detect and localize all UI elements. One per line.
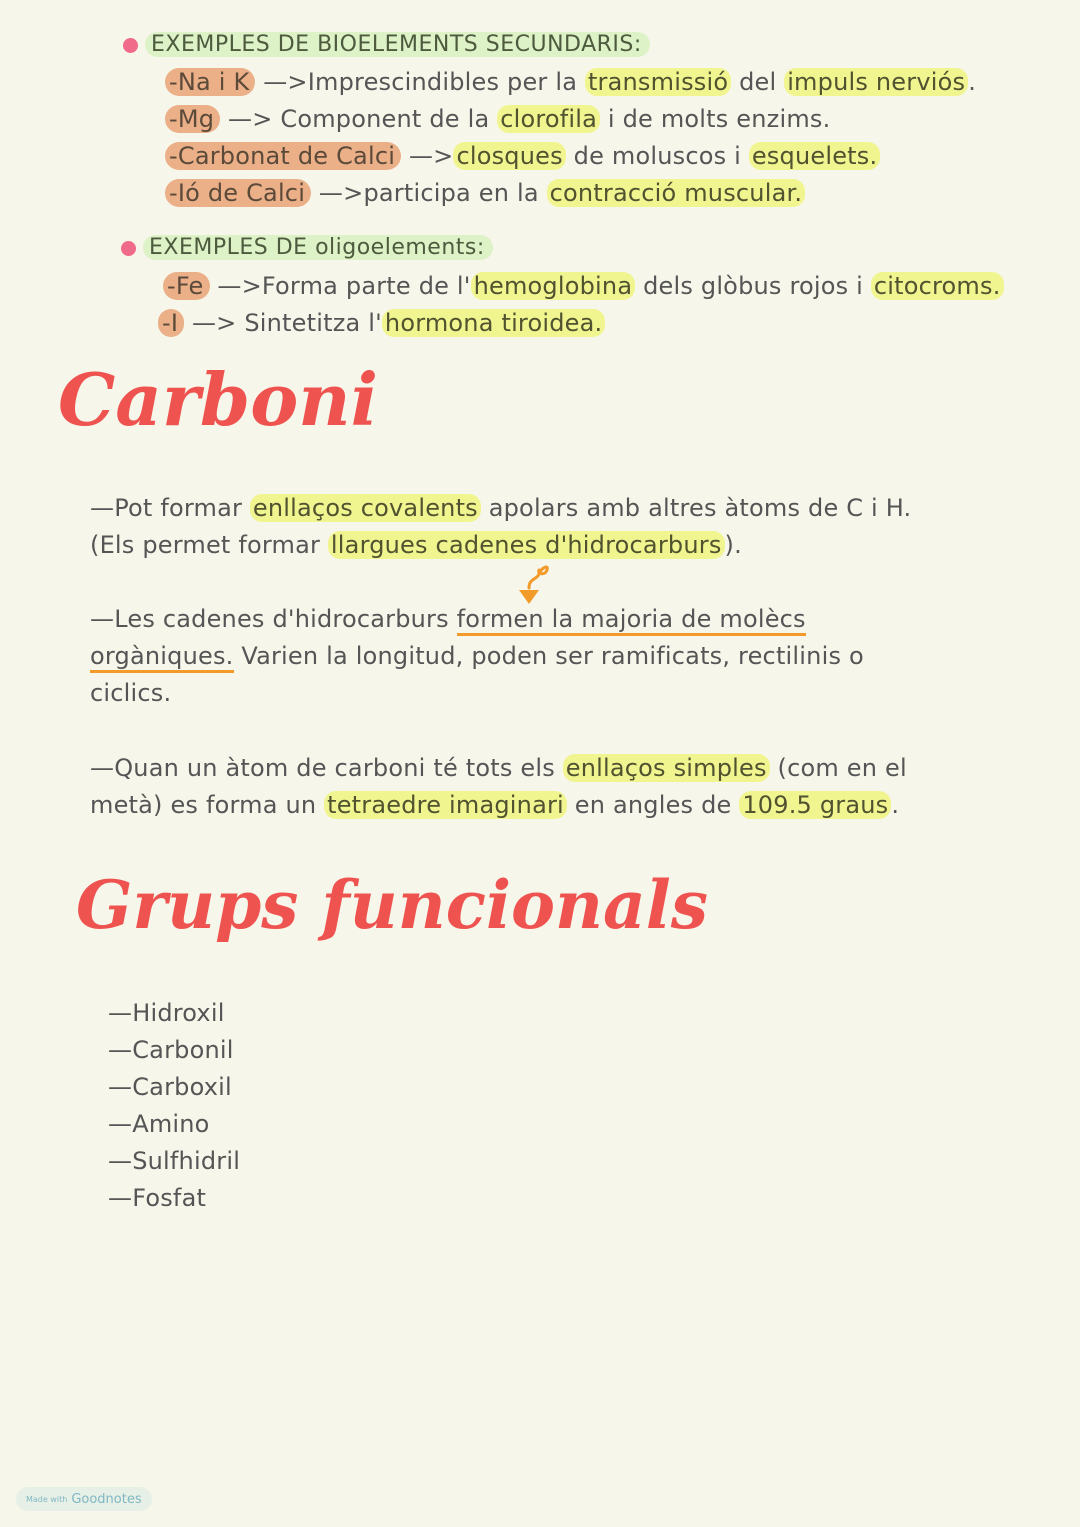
grups-item-amino: —Amino [108,1110,210,1138]
grups-item-carboxil: —Carboxil [108,1073,232,1101]
text: dels glòbus rojos i [635,272,871,300]
text: (Els permet formar [90,531,328,559]
secundaris-heading-text: EXEMPLES DE BIOELEMENTS SECUNDARIS: [145,32,650,57]
text: apolars amb altres àtoms de C i H. [480,494,912,522]
highlight: enllaços covalents [250,494,481,522]
highlight: impuls nerviós [784,68,968,96]
carboni-paragraph-2 [90,603,806,635]
oligoelements-heading [143,233,493,263]
text: en angles de [566,791,740,819]
text: de moluscos i [565,142,749,170]
text: ). [724,531,742,559]
arrow-text: —> [191,309,237,337]
curly-arrow-icon [515,558,555,608]
highlight: tetraedre imaginari [324,791,567,819]
highlight: clorofila [497,105,600,133]
oligoelements-item [163,270,1004,302]
carboni-paragraph-3b [90,789,899,821]
grups-item-fosfat: —Fosfat [108,1184,207,1212]
carboni-paragraph-2b [90,640,864,672]
underlined-text: orgàniques. [90,642,234,673]
arrow-text: —> [217,272,262,300]
element-tag: -Fe [163,272,210,300]
text: i de molts enzims. [600,105,831,133]
grups-title: Grups funcionals [76,866,709,944]
highlight: esquelets. [749,142,880,170]
text: Varien la longitud, poden ser ramificats, rectilinis o [233,642,864,670]
highlight: contracció muscular. [547,179,806,207]
badge-small-text: Made with [26,1494,68,1504]
text: . [968,68,977,96]
grups-item-hidroxil: —Hidroxil [108,999,225,1027]
underlined-text: formen la majoria de molècs [457,605,806,636]
arrow-text: —> [263,68,308,96]
oligoelements-item [158,307,605,339]
text: Forma parte de l' [261,272,471,300]
element-tag: -Ió de Calci [165,179,311,207]
text: —Quan un àtom de carboni té tots els [90,754,563,782]
carboni-paragraph-1 [90,492,911,524]
text: Sintetitza l' [236,309,382,337]
highlight: hormona tiroidea. [382,309,605,337]
carboni-paragraph-1b [90,529,742,561]
text: . [891,791,900,819]
secundaris-item [165,66,976,98]
secundaris-heading [145,30,650,60]
highlight: citocroms. [871,272,1004,300]
text: —Pot formar [90,494,250,522]
highlight: hemoglobina [471,272,636,300]
grups-item-sulfhidril: —Sulfhidril [108,1147,241,1175]
text: Component de la [272,105,498,133]
secundaris-item [165,177,805,209]
text: Imprescindibles per la [307,68,585,96]
highlight: enllaços simples [563,754,770,782]
highlight: llargues cadenes d'hidrocarburs [328,531,725,559]
element-tag: -Carbonat de Calci [165,142,401,170]
bullet-icon [123,38,138,53]
highlight: 109.5 graus [739,791,891,819]
arrow-text: —> [318,179,364,207]
text: participa en la [363,179,547,207]
highlight: closques [453,142,565,170]
oligoelements-heading-text: EXEMPLES DE oligoelements: [143,235,493,260]
carboni-title: Carboni [58,357,378,442]
text: (com en el [769,754,907,782]
goodnotes-badge [16,1487,152,1511]
text: del [731,68,785,96]
arrow-text: —> [228,105,273,133]
highlight: transmissió [585,68,731,96]
carboni-paragraph-2c: ciclics. [90,679,172,707]
text: metà) es forma un [90,791,325,819]
element-tag: -Na i K [165,68,255,96]
bullet-icon [121,241,136,256]
element-tag: -I [158,309,184,337]
text: —Les cadenes d'hidrocarburs [90,605,457,633]
secundaris-item [165,103,830,135]
arrow-text: —> [408,142,454,170]
element-tag: -Mg [165,105,220,133]
grups-item-carbonil: —Carbonil [108,1036,234,1064]
carboni-paragraph-3 [90,752,907,784]
badge-brand-text: Goodnotes [71,1491,142,1507]
secundaris-item [165,140,880,172]
